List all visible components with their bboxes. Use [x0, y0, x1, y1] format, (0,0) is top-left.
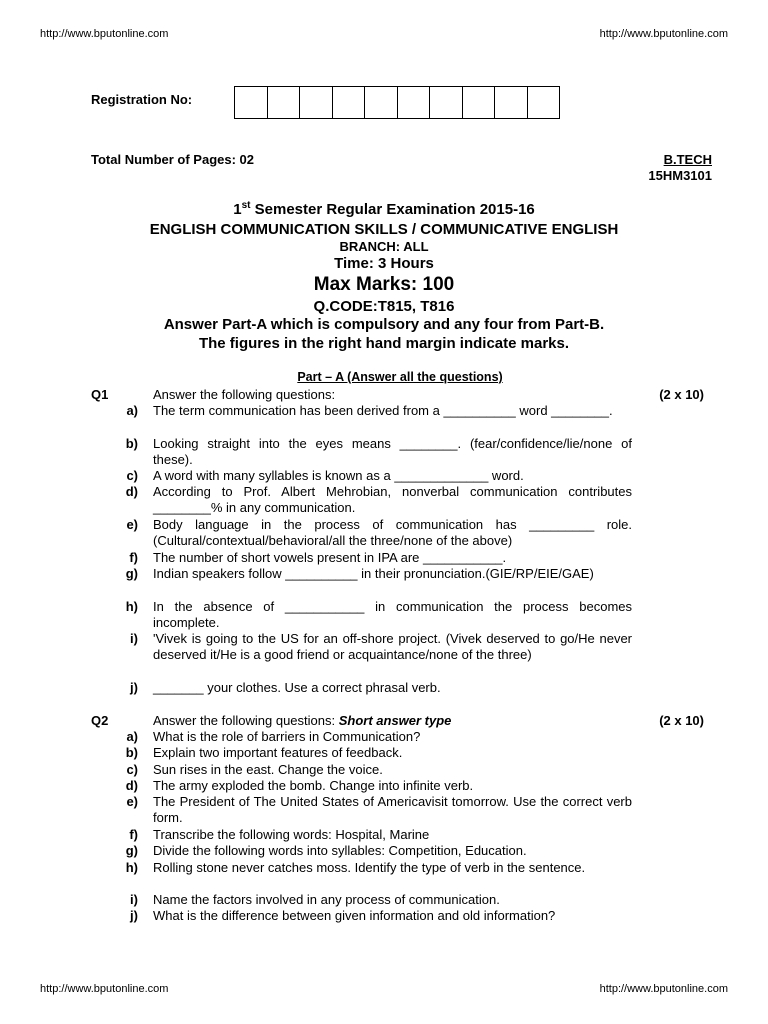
item-text: Sun rises in the east. Change the voice. [153, 762, 383, 777]
semester-suffix: st [241, 200, 251, 211]
subject-code: 15HM3101 [648, 168, 712, 183]
item-label: b) [125, 745, 138, 760]
part-a-heading: Part – A (Answer all the questions) [297, 370, 503, 384]
q2-number: Q2 [91, 713, 109, 728]
item-text: Rolling stone never catches moss. Identify the type of verb in the sentence. [153, 860, 586, 875]
item-label: b) [125, 436, 138, 451]
q2-heading-emphasis: Short answer type [338, 713, 452, 728]
item-label: i) [130, 892, 138, 907]
q1-item-d [100, 484, 632, 517]
item-label: g) [125, 843, 138, 858]
item-text: What is the difference between given information and old information? [153, 908, 556, 923]
q2-item-g [100, 843, 632, 859]
item-label: g) [125, 566, 138, 581]
item-text: The term communication has been derived from a __________ word ________. [153, 403, 613, 418]
registration-digit-box [235, 87, 268, 118]
subject-title: ENGLISH COMMUNICATION SKILLS / COMMUNICATIVE ENGLISH [149, 221, 619, 238]
registration-boxes [234, 86, 560, 119]
registration-digit-box [528, 87, 560, 118]
item-text: Indian speakers follow __________ in their pronunciation.(GIE/RP/EIE/GAE) [153, 566, 594, 581]
item-label: c) [126, 762, 138, 777]
item-text: Transcribe the following words: Hospital, Marine [153, 827, 430, 842]
item-text: Explain two important features of feedback. [153, 745, 403, 760]
registration-label: Registration No: [91, 92, 193, 107]
max-marks: Max Marks: 100 [313, 274, 455, 295]
item-label: h) [125, 599, 138, 614]
item-label: e) [126, 517, 138, 532]
q2-item-f [100, 827, 632, 843]
item-text: The army exploded the bomb. Change into infinite verb. [153, 778, 474, 793]
q2-item-d [100, 778, 632, 794]
item-label: f) [129, 827, 138, 842]
item-text: Looking straight into the eyes means ________. (fear/confidence/lie/none of these). [153, 436, 632, 468]
time-allowed: Time: 3 Hours [334, 255, 434, 272]
footer-url-left[interactable]: http://www.bputonline.com [40, 983, 169, 995]
footer-url-right[interactable]: http://www.bputonline.com [599, 983, 728, 995]
q1-item-c [100, 468, 632, 484]
registration-digit-box [333, 87, 366, 118]
header-url-left[interactable]: http://www.bputonline.com [40, 28, 169, 40]
question-code: Q.CODE:T815, T816 [313, 298, 455, 315]
registration-digit-box [430, 87, 463, 118]
q1-item-e [100, 517, 632, 550]
q1-item-g [100, 566, 632, 582]
item-label: j) [130, 908, 138, 923]
semester-number: 1 [233, 201, 242, 218]
item-label: f) [129, 550, 138, 565]
item-label: c) [126, 468, 138, 483]
q1-item-b [100, 436, 632, 469]
degree-label: B.TECH [663, 152, 712, 167]
instruction-1: Answer Part-A which is compulsory and any four from Part-B. [163, 316, 605, 333]
item-text: The President of The United States of Americavisit tomorrow. Use the correct verb form. [153, 794, 632, 826]
item-text: According to Prof. Albert Mehrobian, nonverbal communication contributes ________% in any communication. [153, 484, 632, 516]
item-text: Name the factors involved in any process of communication. [153, 892, 500, 907]
registration-digit-box [300, 87, 333, 118]
registration-digit-box [463, 87, 496, 118]
q1-item-i [100, 631, 632, 664]
item-text: Body language in the process of communication has _________ role. (Cultural/contextual/behavioral/all the three/none of the above) [153, 517, 632, 549]
semester-title [0, 200, 768, 218]
item-label: i) [130, 631, 138, 646]
q1-heading: Answer the following questions: [153, 387, 336, 402]
item-label: j) [130, 680, 138, 695]
header-url-right[interactable]: http://www.bputonline.com [599, 28, 728, 40]
item-text: _______ your clothes. Use a correct phrasal verb. [153, 680, 441, 695]
item-text: 'Vivek is going to the US for an off-shore project. (Vivek deserved to go/He never deserved it/He is a good friend or acquaintance/none of the three) [153, 631, 632, 663]
registration-digit-box [365, 87, 398, 118]
item-label: a) [126, 403, 138, 418]
q2-item-a [100, 729, 632, 745]
registration-digit-box [268, 87, 301, 118]
q1-item-f [100, 550, 632, 566]
item-label: d) [125, 484, 138, 499]
q2-item-h [100, 860, 632, 876]
item-label: d) [125, 778, 138, 793]
semester-rest: Semester Regular Examination 2015-16 [250, 201, 535, 218]
branch: BRANCH: ALL [339, 239, 429, 254]
registration-digit-box [495, 87, 528, 118]
q1-item-j [100, 680, 632, 696]
q1-number: Q1 [91, 387, 109, 402]
q2-item-j [100, 908, 632, 924]
q2-item-e [100, 794, 632, 827]
q2-item-b [100, 745, 632, 761]
total-pages: Total Number of Pages: 02 [91, 152, 255, 167]
item-text: A word with many syllables is known as a _____________ word. [153, 468, 524, 483]
item-text: The number of short vowels present in IPA are ___________. [153, 550, 507, 565]
item-text: Divide the following words into syllables: Competition, Education. [153, 843, 527, 858]
registration-digit-box [398, 87, 431, 118]
item-label: e) [126, 794, 138, 809]
instruction-2: The figures in the right hand margin indicate marks. [198, 335, 570, 352]
q2-item-i [100, 892, 632, 908]
item-label: a) [126, 729, 138, 744]
q2-marks: (2 x 10) [659, 713, 704, 728]
q1-marks: (2 x 10) [659, 387, 704, 402]
item-label: h) [125, 860, 138, 875]
q1-item-a [100, 403, 632, 419]
item-text: In the absence of ___________ in communication the process becomes incomplete. [153, 599, 632, 631]
q2-heading-text: Answer the following questions: [153, 713, 339, 728]
q1-item-h [100, 599, 632, 632]
q2-heading [153, 713, 451, 728]
q2-item-c [100, 762, 632, 778]
item-text: What is the role of barriers in Communication? [153, 729, 421, 744]
